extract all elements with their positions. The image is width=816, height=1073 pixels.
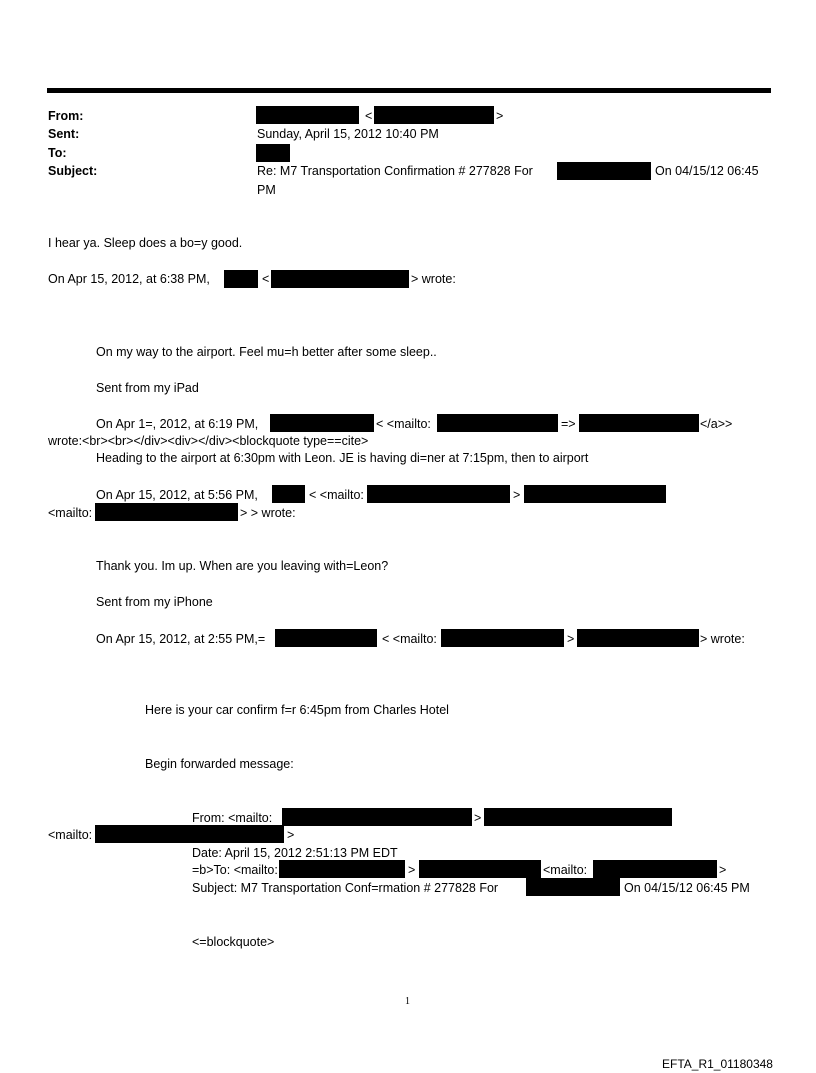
- redaction-box: [419, 860, 541, 878]
- redaction-box: [524, 485, 666, 503]
- fw-mailto: <mailto:: [48, 828, 93, 842]
- quote-wrote-html: wrote:<br><br></div><div></div><blockquote type==cite>: [48, 434, 369, 448]
- redaction-box: [279, 860, 405, 878]
- from-lt: <: [365, 109, 373, 123]
- redaction-box: [526, 878, 620, 896]
- sent-from-ipad: Sent from my iPad: [96, 381, 199, 395]
- quote-intro-2a: On Apr 1=, 2012, at 6:19 PM,: [96, 417, 259, 431]
- sent-from-iphone: Sent from my iPhone: [96, 595, 213, 609]
- redaction-box: [271, 270, 409, 288]
- quote-intro-3-wrote: > > wrote:: [240, 506, 296, 520]
- subject-label: Subject:: [48, 164, 98, 178]
- fw-to-mailto: <mailto:: [543, 863, 588, 877]
- redaction-box: [484, 808, 672, 826]
- fw-to-gt: >: [408, 863, 416, 877]
- fw-to-gt2: >: [719, 863, 727, 877]
- redaction-box: [256, 144, 290, 162]
- fw-blockquote: <=blockquote>: [192, 935, 275, 949]
- redaction-box: [367, 485, 510, 503]
- redaction-box: [95, 503, 238, 521]
- redaction-box: [275, 629, 377, 647]
- quoted-line-car-confirm: Here is your car confirm f=r 6:45pm from Charles Hotel: [145, 703, 449, 717]
- fw-subject: Subject: M7 Transportation Conf=rmation # 277828 For: [192, 881, 499, 895]
- quoted-line-thanks: Thank you. Im up. When are you leaving with=Leon?: [96, 559, 389, 573]
- sent-label: Sent:: [48, 127, 80, 141]
- reply-line: I hear ya. Sleep does a bo=y good.: [48, 236, 243, 250]
- from-label: From:: [48, 109, 84, 123]
- from-gt: >: [496, 109, 504, 123]
- footer-id: EFTA_R1_01180348: [662, 1057, 773, 1071]
- redaction-box: [557, 162, 651, 180]
- redaction-box: [441, 629, 564, 647]
- quote-intro-1c: > wrote:: [411, 272, 456, 286]
- redaction-box: [256, 106, 359, 124]
- to-label: To:: [48, 146, 67, 160]
- redaction-box: [95, 825, 284, 843]
- quote-intro-3-mailto: <mailto:: [48, 506, 93, 520]
- subject-value-part1: Re: M7 Transportation Confirmation # 277828 For: [257, 164, 533, 178]
- quote-intro-4a: On Apr 15, 2012, at 2:55 PM,=: [96, 632, 266, 646]
- quote-intro-4c: >: [567, 632, 575, 646]
- fw-date: Date: April 15, 2012 2:51:13 PM EDT: [192, 846, 398, 860]
- quoted-line-airport: On my way to the airport. Feel mu=h better after some sleep..: [96, 345, 437, 359]
- quote-intro-2c: =>: [561, 417, 576, 431]
- redaction-box: [593, 860, 717, 878]
- quote-intro-2d: </a>>: [700, 417, 733, 431]
- subject-value-part3: PM: [257, 183, 276, 197]
- quote-intro-1a: On Apr 15, 2012, at 6:38 PM,: [48, 272, 210, 286]
- redaction-box: [282, 808, 472, 826]
- redaction-box: [224, 270, 258, 288]
- redaction-box: [270, 414, 374, 432]
- quote-intro-1b: <: [262, 272, 270, 286]
- fw-from-gt: >: [474, 811, 482, 825]
- sent-value: Sunday, April 15, 2012 10:40 PM: [257, 127, 439, 141]
- fw-to: =b>To: <mailto:: [192, 863, 278, 877]
- fw-subject-date: On 04/15/12 06:45 PM: [624, 881, 750, 895]
- quote-intro-2b: < <mailto:: [376, 417, 431, 431]
- page-number: 1: [405, 996, 410, 1007]
- redaction-box: [272, 485, 305, 503]
- redaction-box: [374, 106, 494, 124]
- fw-from: From: <mailto:: [192, 811, 273, 825]
- subject-value-part2: On 04/15/12 06:45: [655, 164, 759, 178]
- quote-intro-4d: > wrote:: [700, 632, 745, 646]
- header-rule: [47, 88, 771, 93]
- quote-intro-3b: < <mailto:: [309, 488, 364, 502]
- quote-intro-3a: On Apr 15, 2012, at 5:56 PM,: [96, 488, 258, 502]
- quote-intro-3c: >: [513, 488, 521, 502]
- redaction-box: [579, 414, 699, 432]
- begin-forwarded: Begin forwarded message:: [145, 757, 294, 771]
- redaction-box: [437, 414, 558, 432]
- quoted-line-heading: Heading to the airport at 6:30pm with Leon. JE is having di=ner at 7:15pm, then to airport: [96, 451, 589, 465]
- quote-intro-4b: < <mailto:: [382, 632, 437, 646]
- redaction-box: [577, 629, 699, 647]
- fw-mailto-gt: >: [287, 828, 295, 842]
